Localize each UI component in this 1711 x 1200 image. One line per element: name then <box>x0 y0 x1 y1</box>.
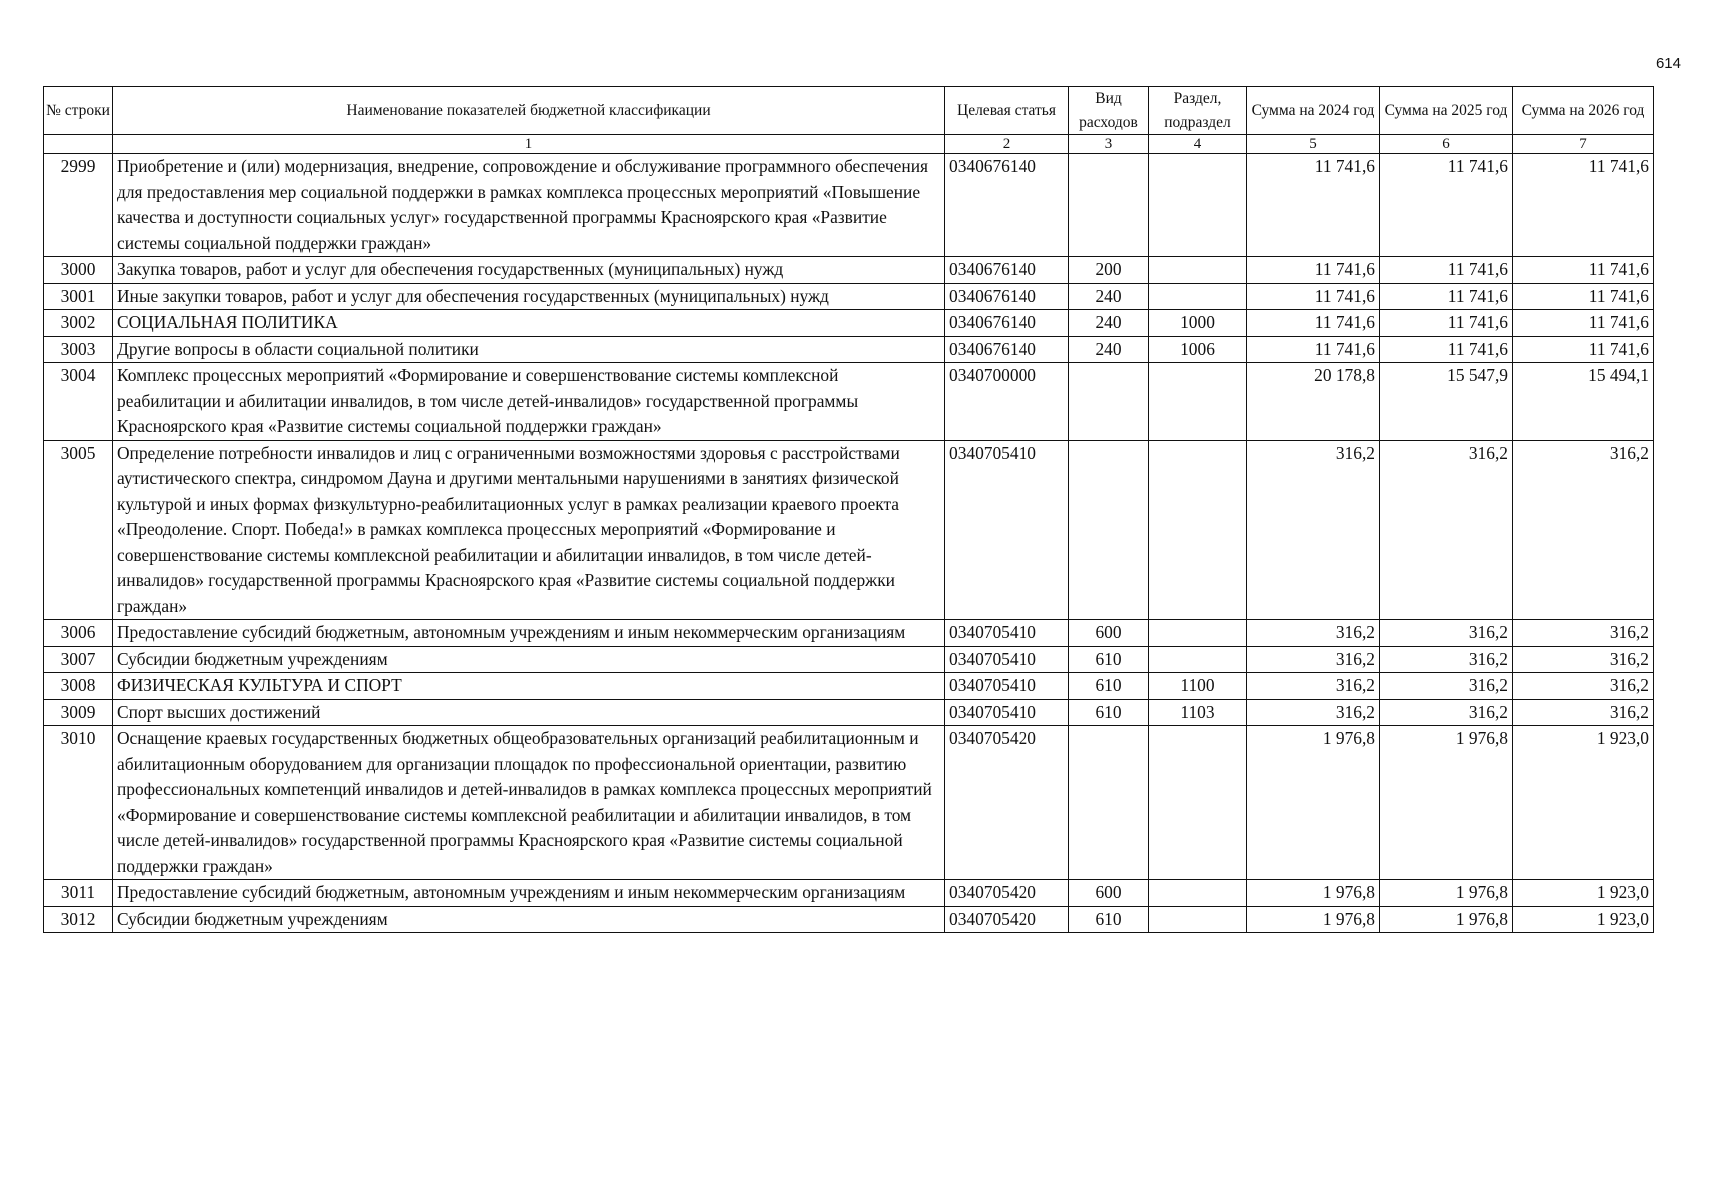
row-section <box>1149 154 1247 257</box>
row-number: 3010 <box>44 726 113 880</box>
row-sum-2024: 11 741,6 <box>1247 336 1380 363</box>
row-section <box>1149 620 1247 647</box>
row-expense-type <box>1069 154 1149 257</box>
row-section <box>1149 363 1247 441</box>
row-code: 0340705410 <box>945 673 1069 700</box>
row-sum-2024: 1 976,8 <box>1247 880 1380 907</box>
row-name: Закупка товаров, работ и услуг для обеспечения государственных (муниципальных) нужд <box>113 257 945 284</box>
row-code: 0340676140 <box>945 310 1069 337</box>
row-name: Определение потребности инвалидов и лиц с ограниченными возможностями здоровья с расстройствами аутистического спектра, синдромом Дауна и другими ментальными нарушениями в занятиях физической культурой и иных формах физкультурно-реабилитационных услуг в рамках реализации краевого проекта «Преодоление. Спорт. Победа!» в рамках комплекса процессных мероприятий «Формирование и совершенствование системы комплексной реабилитации и абилитации инвалидов, в том числе детей-инвалидов» государственной программы Красноярского края «Развитие системы социальной поддержки граждан» <box>113 440 945 620</box>
row-expense-type <box>1069 440 1149 620</box>
row-name: Комплекс процессных мероприятий «Формирование и совершенствование системы комплексной реабилитации и абилитации инвалидов, в том числе детей-инвалидов» государственной программы Красноярского края «Развитие системы социальной поддержки граждан» <box>113 363 945 441</box>
row-sum-2026: 1 923,0 <box>1513 906 1654 933</box>
row-name: ФИЗИЧЕСКАЯ КУЛЬТУРА И СПОРТ <box>113 673 945 700</box>
row-expense-type: 240 <box>1069 283 1149 310</box>
row-section <box>1149 440 1247 620</box>
row-section <box>1149 646 1247 673</box>
table-row <box>44 283 1654 310</box>
row-sum-2026: 11 741,6 <box>1513 283 1654 310</box>
table-row <box>44 673 1654 700</box>
column-number: 4 <box>1149 135 1247 154</box>
row-code: 0340705410 <box>945 699 1069 726</box>
row-expense-type: 610 <box>1069 906 1149 933</box>
table-row <box>44 310 1654 337</box>
row-expense-type: 610 <box>1069 673 1149 700</box>
column-number-row <box>44 135 1654 154</box>
row-sum-2024: 316,2 <box>1247 440 1380 620</box>
row-sum-2024: 11 741,6 <box>1247 154 1380 257</box>
row-sum-2024: 316,2 <box>1247 646 1380 673</box>
row-section <box>1149 880 1247 907</box>
row-number: 3009 <box>44 699 113 726</box>
page-number: 614 <box>1655 55 1681 72</box>
column-number: 5 <box>1247 135 1380 154</box>
row-sum-2025: 1 976,8 <box>1380 880 1513 907</box>
row-number: 3012 <box>44 906 113 933</box>
table-row <box>44 620 1654 647</box>
table-row <box>44 363 1654 441</box>
table-row <box>44 440 1654 620</box>
row-sum-2025: 11 741,6 <box>1380 257 1513 284</box>
row-code: 0340676140 <box>945 257 1069 284</box>
row-code: 0340705420 <box>945 880 1069 907</box>
row-sum-2025: 316,2 <box>1380 620 1513 647</box>
header-name: Наименование показателей бюджетной классификации <box>113 87 945 135</box>
table-row <box>44 906 1654 933</box>
table-row <box>44 154 1654 257</box>
table-row <box>44 699 1654 726</box>
row-name: Другие вопросы в области социальной политики <box>113 336 945 363</box>
row-number: 2999 <box>44 154 113 257</box>
column-number: 6 <box>1380 135 1513 154</box>
row-sum-2026: 1 923,0 <box>1513 880 1654 907</box>
row-section: 1000 <box>1149 310 1247 337</box>
column-number: 3 <box>1069 135 1149 154</box>
row-section <box>1149 726 1247 880</box>
row-name: Предоставление субсидий бюджетным, автономным учреждениям и иным некоммерческим организациям <box>113 620 945 647</box>
row-sum-2024: 1 976,8 <box>1247 726 1380 880</box>
row-expense-type: 240 <box>1069 310 1149 337</box>
row-sum-2024: 316,2 <box>1247 699 1380 726</box>
row-sum-2026: 11 741,6 <box>1513 257 1654 284</box>
header-sum-2025: Сумма на 2025 год <box>1380 87 1513 135</box>
header-row <box>44 87 1654 135</box>
row-sum-2024: 316,2 <box>1247 673 1380 700</box>
row-sum-2024: 11 741,6 <box>1247 310 1380 337</box>
row-expense-type: 610 <box>1069 699 1149 726</box>
row-sum-2026: 1 923,0 <box>1513 726 1654 880</box>
row-sum-2025: 11 741,6 <box>1380 154 1513 257</box>
row-sum-2025: 11 741,6 <box>1380 283 1513 310</box>
row-expense-type: 600 <box>1069 620 1149 647</box>
row-name: СОЦИАЛЬНАЯ ПОЛИТИКА <box>113 310 945 337</box>
row-sum-2025: 11 741,6 <box>1380 336 1513 363</box>
row-sum-2025: 1 976,8 <box>1380 726 1513 880</box>
row-expense-type: 200 <box>1069 257 1149 284</box>
row-sum-2026: 316,2 <box>1513 699 1654 726</box>
row-number: 3005 <box>44 440 113 620</box>
row-sum-2025: 316,2 <box>1380 440 1513 620</box>
row-name: Иные закупки товаров, работ и услуг для обеспечения государственных (муниципальных) нужд <box>113 283 945 310</box>
row-name: Субсидии бюджетным учреждениям <box>113 906 945 933</box>
row-code: 0340676140 <box>945 283 1069 310</box>
row-sum-2026: 15 494,1 <box>1513 363 1654 441</box>
row-sum-2026: 316,2 <box>1513 440 1654 620</box>
row-sum-2024: 316,2 <box>1247 620 1380 647</box>
row-code: 0340705410 <box>945 646 1069 673</box>
row-section <box>1149 283 1247 310</box>
row-sum-2025: 316,2 <box>1380 673 1513 700</box>
row-number: 3008 <box>44 673 113 700</box>
row-sum-2024: 11 741,6 <box>1247 283 1380 310</box>
row-number: 3011 <box>44 880 113 907</box>
row-expense-type: 600 <box>1069 880 1149 907</box>
column-number <box>44 135 113 154</box>
row-number: 3002 <box>44 310 113 337</box>
row-sum-2026: 316,2 <box>1513 646 1654 673</box>
row-code: 0340705420 <box>945 726 1069 880</box>
row-code: 0340705420 <box>945 906 1069 933</box>
row-expense-type <box>1069 363 1149 441</box>
row-number: 3000 <box>44 257 113 284</box>
header-sum-2026: Сумма на 2026 год <box>1513 87 1654 135</box>
row-sum-2026: 11 741,6 <box>1513 310 1654 337</box>
table-row <box>44 336 1654 363</box>
row-sum-2025: 316,2 <box>1380 699 1513 726</box>
row-sum-2025: 316,2 <box>1380 646 1513 673</box>
row-code: 0340676140 <box>945 154 1069 257</box>
row-code: 0340676140 <box>945 336 1069 363</box>
row-expense-type: 240 <box>1069 336 1149 363</box>
header-type: Вид расходов <box>1069 87 1149 135</box>
row-name: Спорт высших достижений <box>113 699 945 726</box>
row-code: 0340700000 <box>945 363 1069 441</box>
row-code: 0340705410 <box>945 440 1069 620</box>
row-expense-type <box>1069 726 1149 880</box>
header-sum-2024: Сумма на 2024 год <box>1247 87 1380 135</box>
row-sum-2024: 20 178,8 <box>1247 363 1380 441</box>
row-sum-2026: 316,2 <box>1513 673 1654 700</box>
row-sum-2024: 1 976,8 <box>1247 906 1380 933</box>
row-name: Предоставление субсидий бюджетным, автономным учреждениям и иным некоммерческим организациям <box>113 880 945 907</box>
row-section <box>1149 257 1247 284</box>
row-name: Субсидии бюджетным учреждениям <box>113 646 945 673</box>
row-section: 1006 <box>1149 336 1247 363</box>
row-sum-2026: 11 741,6 <box>1513 336 1654 363</box>
column-number: 2 <box>945 135 1069 154</box>
column-number: 1 <box>113 135 945 154</box>
row-name: Приобретение и (или) модернизация, внедрение, сопровождение и обслуживание программного обеспечения для предоставления мер социальной поддержки в рамках комплекса процессных мероприятий «Повышение качества и доступности социальных услуг» государственной программы Красноярского края «Развитие системы социальной поддержки граждан» <box>113 154 945 257</box>
row-name: Оснащение краевых государственных бюджетных общеобразовательных организаций реабилитационным и абилитационным оборудованием для организации площадок по профессиональной ориентации, развитию профессиональных компетенций инвалидов и детей-инвалидов в рамках комплекса процессных мероприятий «Формирование и совершенствование системы комплексной реабилитации и абилитации инвалидов, в том числе детей-инвалидов» государственной программы Красноярского края «Развитие системы социальной поддержки граждан» <box>113 726 945 880</box>
header-row-no: № строки <box>44 87 113 135</box>
table-row <box>44 880 1654 907</box>
table-row <box>44 257 1654 284</box>
header-code: Целевая статья <box>945 87 1069 135</box>
row-sum-2025: 11 741,6 <box>1380 310 1513 337</box>
row-number: 3004 <box>44 363 113 441</box>
row-number: 3003 <box>44 336 113 363</box>
column-number: 7 <box>1513 135 1654 154</box>
row-sum-2026: 11 741,6 <box>1513 154 1654 257</box>
header-section: Раздел, подраздел <box>1149 87 1247 135</box>
row-number: 3006 <box>44 620 113 647</box>
row-sum-2026: 316,2 <box>1513 620 1654 647</box>
row-code: 0340705410 <box>945 620 1069 647</box>
table-row <box>44 726 1654 880</box>
row-sum-2025: 15 547,9 <box>1380 363 1513 441</box>
row-section <box>1149 906 1247 933</box>
row-expense-type: 610 <box>1069 646 1149 673</box>
row-sum-2024: 11 741,6 <box>1247 257 1380 284</box>
row-sum-2025: 1 976,8 <box>1380 906 1513 933</box>
row-section: 1100 <box>1149 673 1247 700</box>
table-row <box>44 646 1654 673</box>
row-number: 3001 <box>44 283 113 310</box>
budget-table <box>43 86 1654 933</box>
row-number: 3007 <box>44 646 113 673</box>
row-section: 1103 <box>1149 699 1247 726</box>
